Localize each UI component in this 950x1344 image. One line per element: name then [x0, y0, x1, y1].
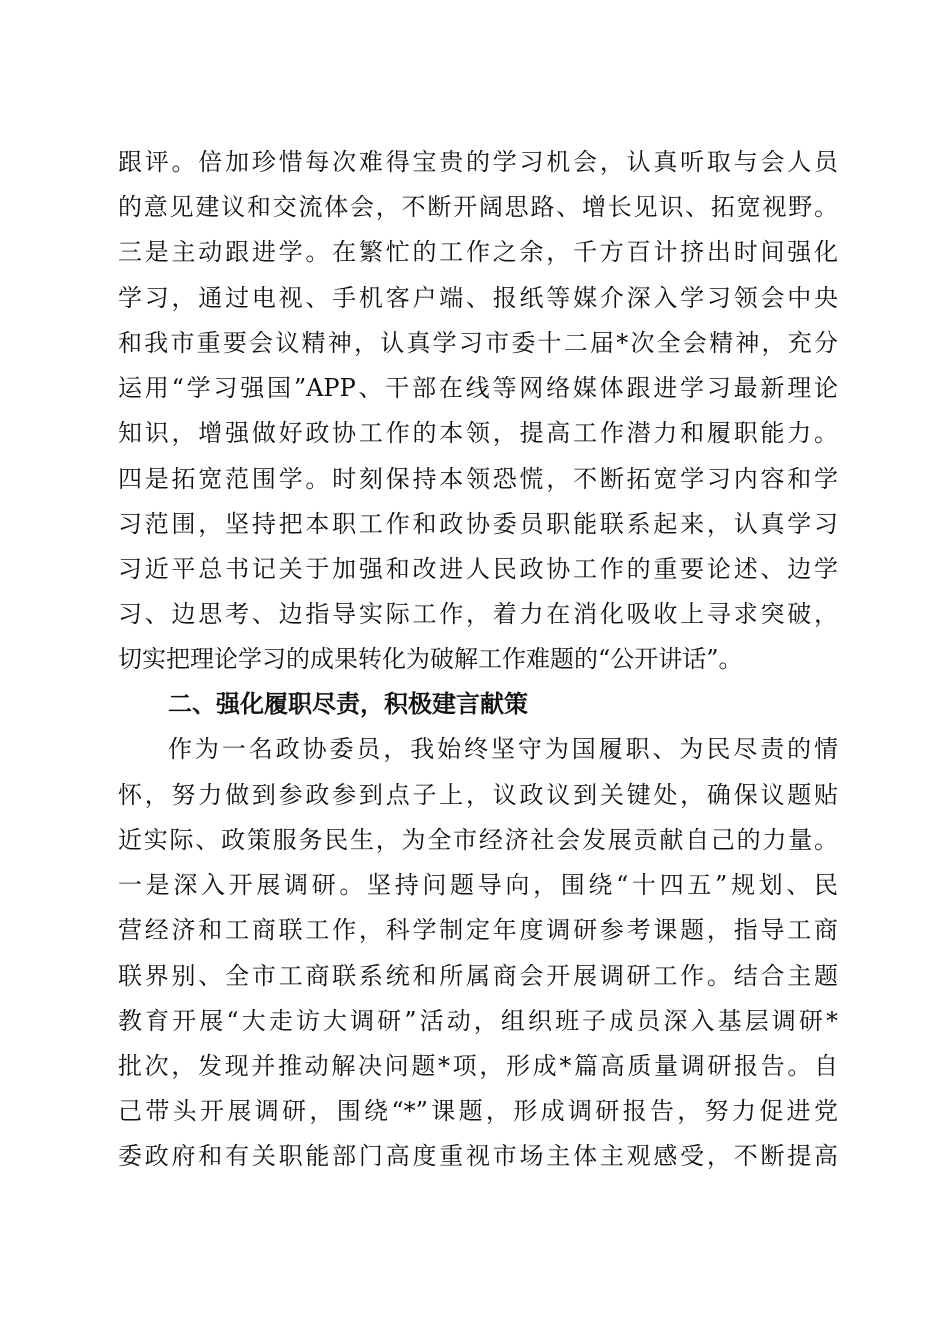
text-line: 运用“学习强国”APP、干部在线等网络媒体跟进学习最新理论: [118, 374, 838, 402]
text-line: 批次，发现并推动解决问题*项，形成*篇高质量调研报告。自: [118, 1052, 838, 1080]
text-line: 习、边思考、边指导实际工作，着力在消化吸收上寻求突破，: [118, 600, 838, 628]
text-line: 四是拓宽范围学。时刻保持本领恐慌，不断拓宽学习内容和学: [118, 465, 838, 493]
text-line: 的意见建议和交流体会，不断开阔思路、增长见识、拓宽视野。: [118, 193, 838, 221]
text-line: 三是主动跟进学。在繁忙的工作之余，千方百计挤出时间强化: [118, 238, 838, 266]
text-line: 己带头开展调研，围绕“*”课题，形成调研报告，努力促进党: [118, 1097, 838, 1125]
text-line: 切实把理论学习的成果转化为破解工作难题的“公开讲话”。: [118, 645, 743, 673]
text-line: 怀，努力做到参政参到点子上，议政议到关键处，确保议题贴: [118, 781, 838, 809]
text-line: 近实际、政策服务民生，为全市经济社会发展贡献自己的力量。: [118, 826, 838, 854]
text-line: 知识，增强做好政协工作的本领，提高工作潜力和履职能力。: [118, 419, 838, 447]
text-line: 委政府和有关职能部门高度重视市场主体主观感受，不断提高: [118, 1142, 838, 1170]
text-line: 联界别、全市工商联系统和所属商会开展调研工作。结合主题: [118, 962, 838, 990]
text-line: 和我市重要会议精神，认真学习市委十二届*次全会精神，充分: [118, 329, 838, 357]
text-line: 学习，通过电视、手机客户端、报纸等媒介深入学习领会中央: [118, 284, 838, 312]
text-line: 一是深入开展调研。坚持问题导向，围绕“十四五”规划、民: [118, 871, 838, 899]
text-line: 习近平总书记关于加强和改进人民政协工作的重要论述、边学: [118, 555, 838, 583]
text-line: 教育开展“大走访大调研”活动，组织班子成员深入基层调研*: [118, 1007, 838, 1035]
text-line: 跟评。倍加珍惜每次难得宝贵的学习机会，认真听取与会人员: [118, 148, 838, 176]
text-line: 作为一名政协委员，我始终坚守为国履职、为民尽责的情: [168, 735, 838, 763]
section-heading: 二、强化履职尽责，积极建言献策: [168, 690, 528, 718]
text-line: 习范围，坚持把本职工作和政协委员职能联系起来，认真学习: [118, 510, 838, 538]
text-line: 营经济和工商联工作，科学制定年度调研参考课题，指导工商: [118, 916, 838, 944]
